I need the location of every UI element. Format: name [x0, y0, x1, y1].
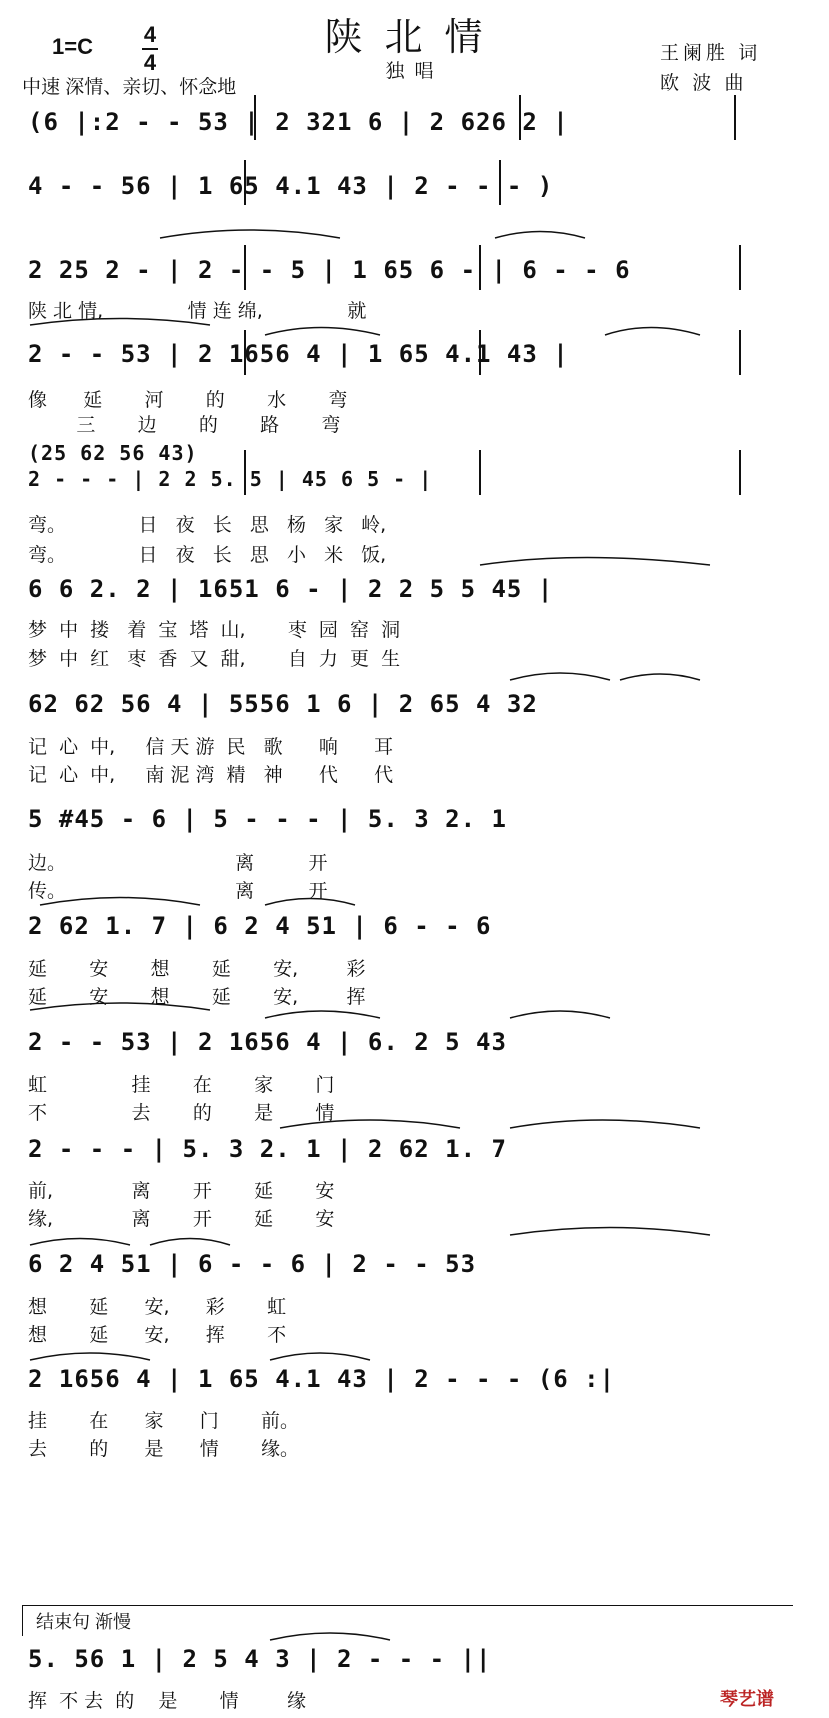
slur-9 [40, 898, 200, 906]
lyrics-line-4b: 三 边 的 路 弯 [28, 414, 341, 436]
system-8-notes: 5 #45 - 6 | 5 - - - | 5. 3 2. 1 [28, 805, 507, 833]
system-3-notes: 2 25 2 - | 2 - - 5 | 1 65 6 - | 6 - - 6 [28, 256, 631, 284]
slur-16 [30, 1239, 130, 1246]
system-9-notes: 2 62 1. 7 | 6 2 4 51 | 6 - - 6 [28, 912, 492, 940]
slur-8 [620, 674, 700, 680]
lyrics-line-7b: 记 心 中, 南 泥 湾 精 神 代 代 [28, 764, 394, 786]
watermark-logo: 琴艺谱 [720, 1689, 774, 1709]
performance-type: 独唱 [385, 61, 444, 82]
system-10-notes: 2 - - 53 | 2 1656 4 | 6. 2 5 43 [28, 1028, 507, 1056]
slur-21 [270, 1633, 390, 1640]
lyrics-line-9a: 延 安 想 延 安, 彩 [28, 958, 366, 980]
slur-13 [510, 1011, 610, 1018]
composer-credit: 欧 波 曲 [660, 73, 748, 94]
system-1-notes: (6 |:2 - - 53 | 2 321 6 | 2 626 2 | [28, 108, 569, 136]
lyrics-line-7a: 记 心 中, 信 天 游 民 歌 响 耳 [28, 736, 394, 758]
slur-12 [265, 1011, 380, 1018]
lyrics-line-6a: 梦 中 搂 着 宝 塔 山, 枣 园 窑 洞 [28, 619, 401, 641]
lyrics-line-12a: 想 延 安, 彩 虹 [28, 1296, 287, 1318]
lyrics-line-13b: 去 的 是 情 缘。 [28, 1438, 300, 1460]
slur-11 [30, 1003, 210, 1010]
lyrics-line-8b: 传。 离 开 [28, 880, 328, 902]
system-14-notes: 5. 56 1 | 2 5 4 3 | 2 - - - || [28, 1645, 492, 1673]
lyrics-line-10a: 虹 挂 在 家 门 [28, 1074, 335, 1096]
system-7-notes: 62 62 56 4 | 5556 1 6 | 2 65 4 32 [28, 690, 538, 718]
lyrics-line-4a: 像 延 河 的 水 弯 [28, 389, 348, 411]
system-11-notes: 2 - - - | 5. 3 2. 1 | 2 62 1. 7 [28, 1135, 507, 1163]
slur-1 [160, 230, 340, 238]
song-title: 陕北情 [324, 15, 505, 59]
slur-5 [605, 328, 700, 336]
barlines [245, 95, 740, 495]
slur-20 [270, 1353, 370, 1360]
lyrics-line-10b: 不 去 的 是 情 [28, 1102, 335, 1124]
lyrics-line-3: 陕 北 情, 情 连 绵, 就 [28, 300, 367, 322]
lyrics-line-9b: 延 安 想 延 安, 挥 [28, 986, 366, 1008]
system-6-notes: 6 6 2. 2 | 1651 6 - | 2 2 5 5 45 | [28, 575, 554, 603]
key-signature: 1=C [52, 34, 93, 59]
slur-10 [265, 899, 355, 906]
slur-15 [510, 1120, 700, 1128]
lyrics-line-13a: 挂 在 家 门 前。 [28, 1410, 300, 1432]
system-4-notes: 2 - - 53 | 2 1656 4 | 1 65 4.1 43 | [28, 340, 569, 368]
time-sig-bottom: 4 [143, 50, 157, 75]
time-sig-top: 4 [143, 22, 157, 47]
lyrics-line-5b: 弯。 日 夜 长 思 小 米 饭, [28, 544, 387, 566]
slur-19 [30, 1353, 150, 1360]
lyrics-line-11a: 前, 离 开 延 安 [28, 1180, 335, 1202]
slur-3 [30, 319, 210, 326]
lyrics-line-6b: 梦 中 红 枣 香 又 甜, 自 力 更 生 [28, 648, 401, 670]
slur-18 [510, 1228, 710, 1236]
system-13-notes: 2 1656 4 | 1 65 4.1 43 | 2 - - - (6 :| [28, 1365, 616, 1393]
slur-7 [510, 673, 610, 680]
ending-label: 结束句 渐慢 [36, 1612, 132, 1632]
system-12-notes: 6 2 4 51 | 6 - - 6 | 2 - - 53 [28, 1250, 477, 1278]
lyrics-line-5a: 弯。 日 夜 长 思 杨 家 岭, [28, 514, 387, 536]
system-5-notes: (25 62 56 43) 2 - - - | 2 2 5. 5 | 45 6 5 - | [28, 441, 433, 491]
lyrics-line-12b: 想 延 安, 挥 不 [28, 1324, 287, 1346]
slur-14 [280, 1120, 460, 1128]
slur-17 [150, 1239, 230, 1246]
lyricist-credit: 王阑胜 词 [660, 43, 762, 64]
slur-6 [480, 558, 710, 566]
slur-4 [265, 328, 380, 336]
tempo-marking: 中速 深情、亲切、怀念地 [22, 77, 237, 98]
lyrics-line-14: 挥 不 去 的 是 情 缘 [28, 1690, 306, 1712]
system-2-notes: 4 - - 56 | 1 65 4.1 43 | 2 - - - ) [28, 172, 554, 200]
slur-2 [495, 232, 585, 239]
lyrics-line-11b: 缘, 离 开 延 安 [28, 1208, 335, 1230]
lyrics-line-8a: 边。 离 开 [28, 852, 328, 874]
